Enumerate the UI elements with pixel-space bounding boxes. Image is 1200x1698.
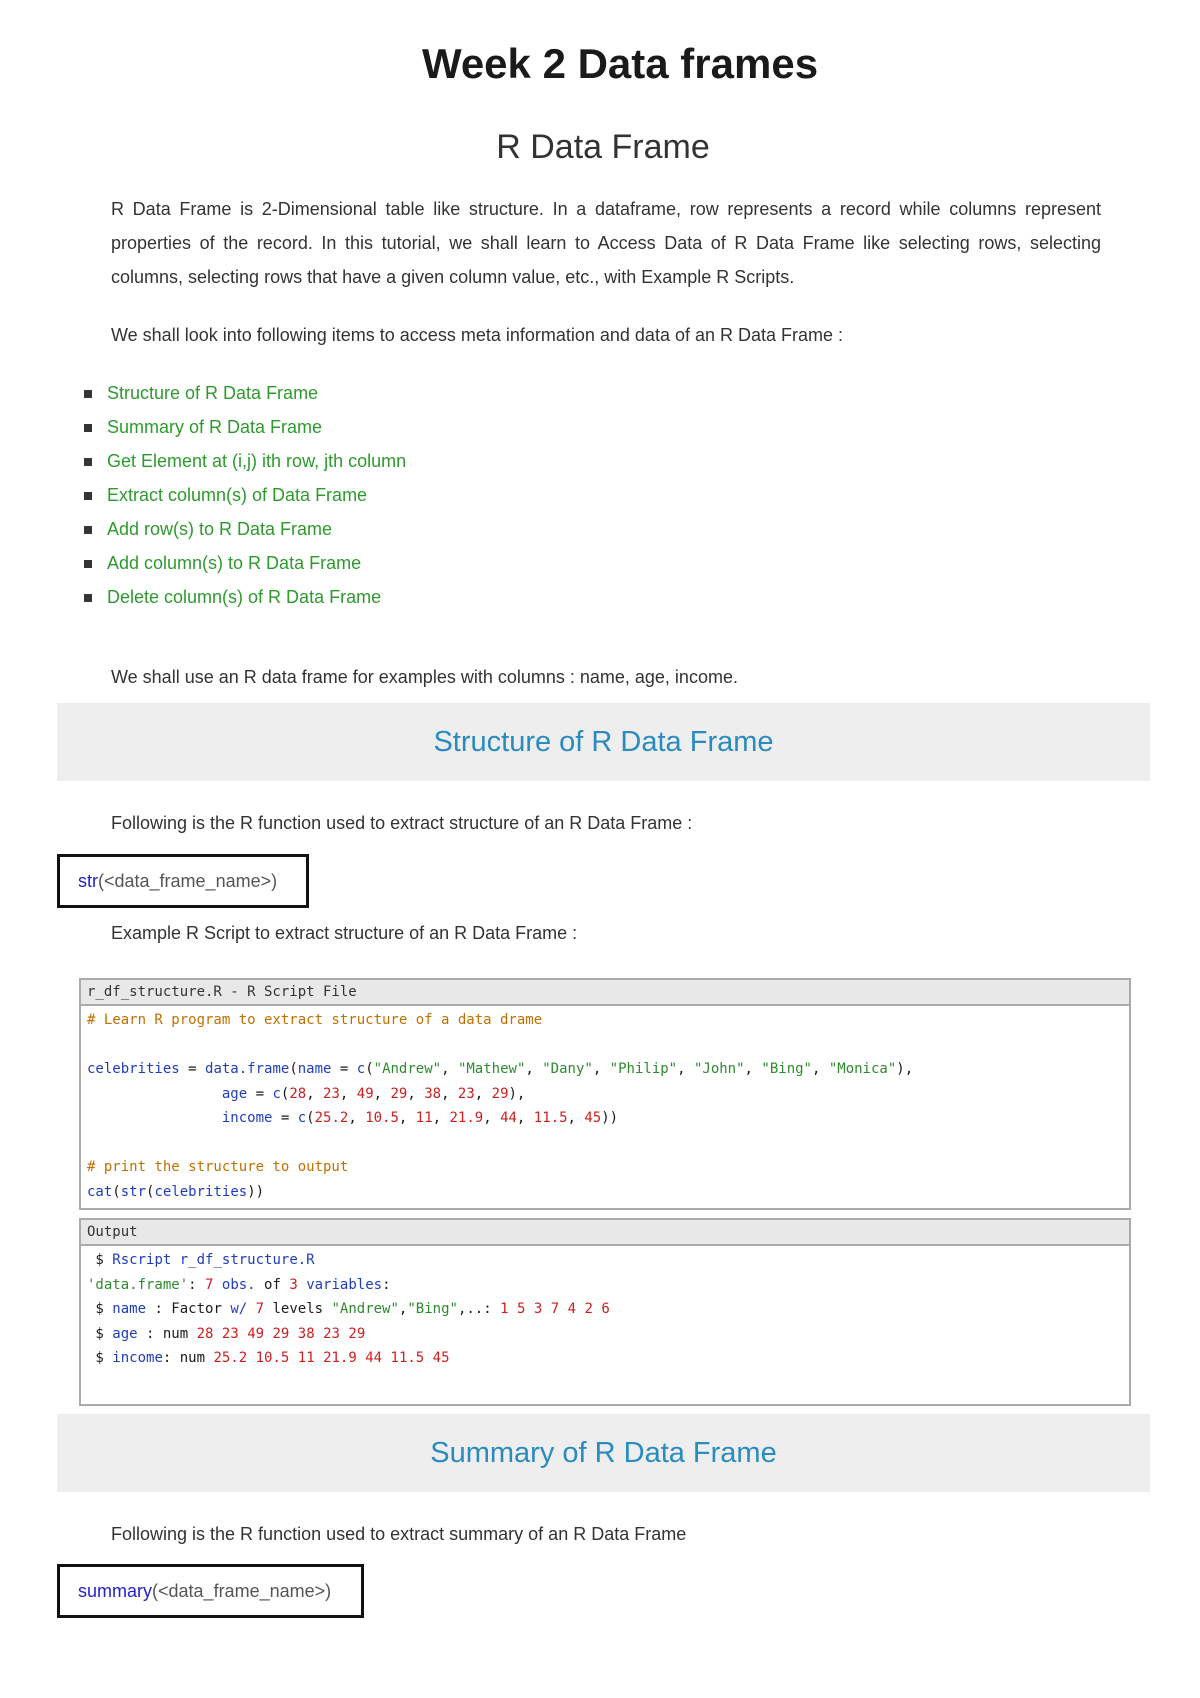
code-line: $ age : num 28 23 49 29 38 23 29 xyxy=(87,1325,366,1342)
bullet-icon xyxy=(84,526,92,534)
code-line: celebrities = data.frame(name = c("Andrew", "Mathew", "Dany", "Philip", "John", "Bing", "Monica"), xyxy=(87,1061,914,1077)
bullet-icon xyxy=(84,458,92,466)
code-line: $ Rscript r_df_structure.R xyxy=(87,1252,315,1268)
topic-link-summary[interactable]: Summary of R Data Frame xyxy=(84,410,406,444)
summary-heading: Summary of R Data Frame xyxy=(57,1414,1150,1492)
syntax-arguments: (<data_frame_name>) xyxy=(152,1581,332,1601)
code-line: age = c(28, 23, 49, 29, 38, 23, 29), xyxy=(221,1085,526,1102)
topic-link-add-columns[interactable]: Add column(s) to R Data Frame xyxy=(84,546,406,580)
code-line: income = c(25.2, 10.5, 11, 21.9, 44, 11.5, 45)) xyxy=(221,1110,619,1126)
syntax-arguments: (<data_frame_name>) xyxy=(98,871,278,891)
page-title: Week 2 Data frames xyxy=(421,40,819,87)
summary-syntax-box xyxy=(57,1564,364,1618)
code-line: # print the structure to output xyxy=(87,1159,349,1175)
topic-link-add-rows[interactable]: Add row(s) to R Data Frame xyxy=(84,512,406,546)
script-file-header: r_df_structure.R - R Script File xyxy=(81,980,1129,1006)
topic-link-extract-columns[interactable]: Extract column(s) of Data Frame xyxy=(84,478,406,512)
structure-heading: Structure of R Data Frame xyxy=(57,703,1150,781)
code-line xyxy=(87,1131,1123,1156)
topic-link-get-element[interactable]: Get Element at (i,j) ith row, jth column xyxy=(84,444,406,478)
code-line: $ name : Factor w/ 7 levels "Andrew","Bing",..: 1 5 3 7 4 2 6 xyxy=(87,1301,610,1317)
code-line: # Learn R program to extract structure of a data drame xyxy=(87,1012,543,1028)
output-header: Output xyxy=(81,1220,1129,1246)
bullet-icon xyxy=(84,560,92,568)
output-code-body xyxy=(81,1246,1129,1404)
code-line xyxy=(87,1033,1123,1058)
bullet-icon xyxy=(84,424,92,432)
syntax-function-name: str xyxy=(78,871,98,891)
code-line: $ income: num 25.2 10.5 11 21.9 44 11.5 45 xyxy=(87,1350,450,1366)
topic-list xyxy=(84,376,406,614)
topic-link-delete-columns[interactable]: Delete column(s) of R Data Frame xyxy=(84,580,406,614)
syntax-function-name: summary xyxy=(78,1581,153,1601)
code-line: cat(str(celebrities)) xyxy=(87,1183,265,1200)
code-line: 'data.frame': 7 obs. of 3 variables: xyxy=(87,1276,391,1293)
intro-paragraph: R Data Frame is 2-Dimensional table like structure. In a dataframe, row represents a record while columns represent properties of the record. In this tutorial, we shall learn to Access Data of R Data Frame like selecting rows, selecting columns, selecting rows that have a given column value, etc., with Example R Scripts. xyxy=(111,199,1101,287)
summary-function-intro: Following is the R function used to extract summary of an R Data Frame xyxy=(111,1524,687,1544)
section-title: R Data Frame xyxy=(496,128,710,166)
structure-example-intro: Example R Script to extract structure of an R Data Frame : xyxy=(111,923,578,943)
bullet-icon xyxy=(84,390,92,398)
columns-sentence: We shall use an R data frame for examples with columns : name, age, income. xyxy=(111,667,738,687)
topic-link-structure[interactable]: Structure of R Data Frame xyxy=(84,376,406,410)
structure-function-intro: Following is the R function used to extract structure of an R Data Frame : xyxy=(111,813,693,833)
structure-syntax-box xyxy=(57,854,309,908)
items-intro: We shall look into following items to access meta information and data of an R Data Frame : xyxy=(111,325,844,345)
output-code-block xyxy=(79,1218,1131,1406)
bullet-icon xyxy=(84,492,92,500)
script-code-body xyxy=(81,1006,1129,1208)
script-code-block xyxy=(79,978,1131,1210)
bullet-icon xyxy=(84,594,92,602)
